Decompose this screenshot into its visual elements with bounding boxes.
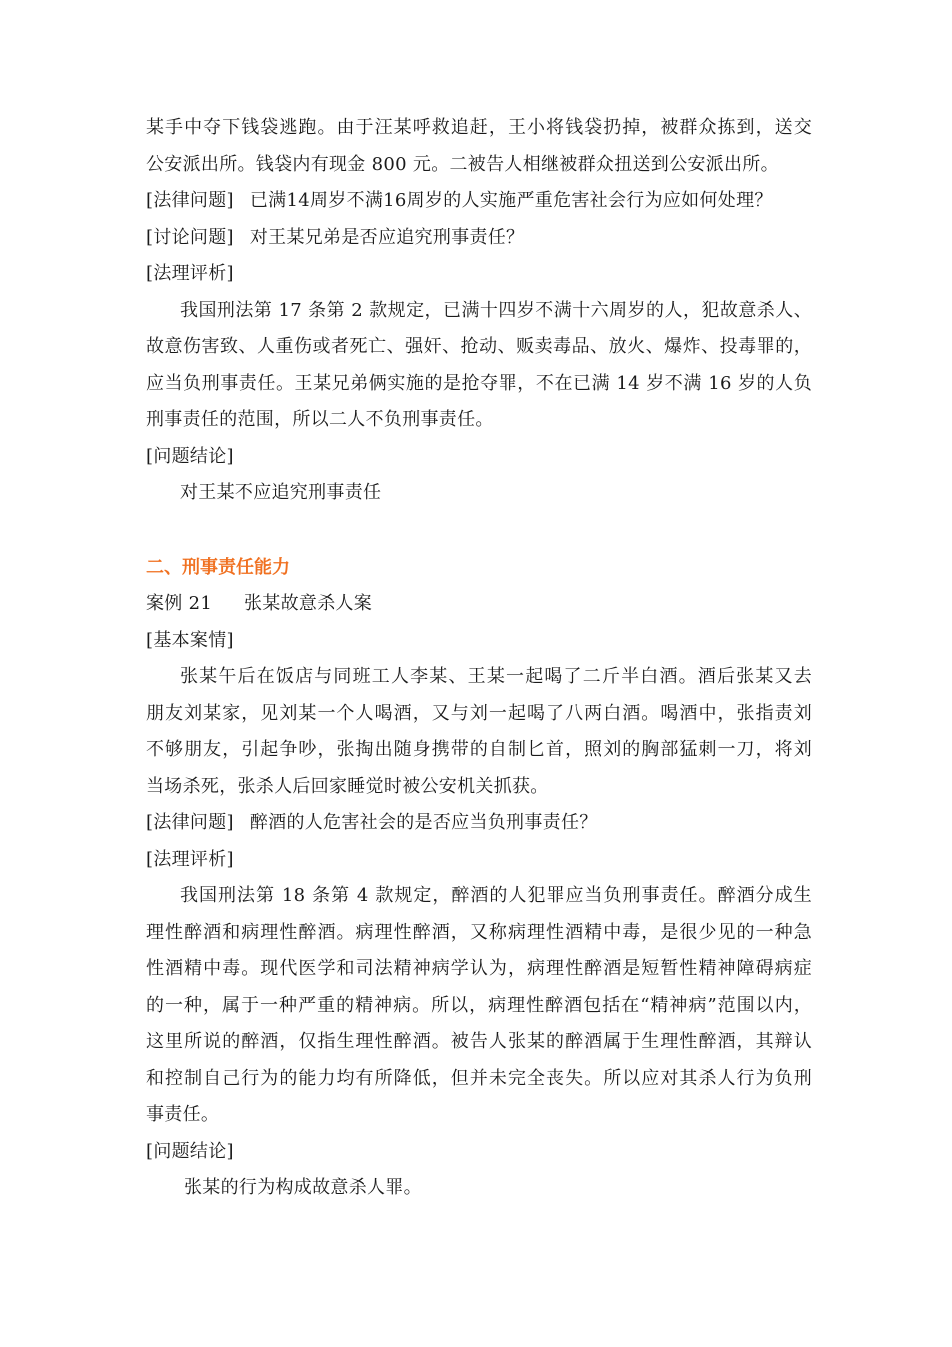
analysis-line-2: 故意伤害致、人重伤或者死亡、强奸、抢动、贩卖毒品、放火、爆炸、投毒罪的， [146, 336, 812, 357]
analysis-line-4: 刑事责任的范围，所以二人不负刑事责任。 [146, 409, 494, 430]
facts-line-2: 朋友刘某家，见刘某一个人喝酒，又与刘一起喝了八两白酒。喝酒中，张指责刘 [146, 702, 812, 724]
analysis-tag: [法理评析] [146, 263, 234, 284]
s2-legal-question-text: 醉酒的人危害社会的是否应当负刑事责任？ [249, 812, 598, 833]
facts-tag: [基本案情] [146, 629, 234, 651]
s2-conclusion-tag: [问题结论] [146, 1140, 234, 1162]
legal-question-row [146, 183, 812, 220]
conclusion-text: 对王某不应追究刑事责任 [180, 482, 382, 503]
s2-analysis-line-4: 的一种，属于一种严重的精神病。所以，病理性醉酒包括在“精神病”范围以内， [146, 994, 812, 1016]
s2-conclusion-text: 张某的行为构成故意杀人罪。 [184, 1177, 422, 1198]
s2-analysis-line-2: 理性醉酒和病理性醉酒。病理性醉酒，又称病理性酒精中毒，是很少见的一种急 [146, 921, 812, 943]
s2-analysis-line-6: 和控制自己行为的能力均有所降低，但并未完全丧失。所以应对其杀人行为负刑 [146, 1067, 812, 1089]
conclusion-tag: [问题结论] [146, 445, 234, 467]
analysis-line-3: 应当负刑事责任。王某兄弟俩实施的是抢夺罪，不在已满 14 岁不满 16 岁的人负 [146, 372, 812, 394]
section-heading: 二、刑事责任能力 [146, 556, 290, 578]
discussion-text: 对王某兄弟是否应追究刑事责任？ [249, 226, 525, 248]
intro-line-2: 公安派出所。钱袋内有现金 800 元。二被告人相继被群众扭送到公安派出所。 [146, 153, 779, 175]
s2-legal-question-tag: [法律问题] [146, 812, 234, 833]
s2-analysis-line-7: 事责任。 [146, 1104, 220, 1125]
legal-question-tag: [法律问题] [146, 190, 234, 211]
document-body [146, 110, 812, 1207]
facts-line-4: 当场杀死，张杀人后回家睡觉时被公安机关抓获。 [146, 775, 549, 797]
case-title-row [146, 586, 812, 623]
discussion-tag: [讨论问题] [146, 226, 234, 248]
legal-question-text: 已满14周岁不满16周岁的人实施严重危害社会行为应如何处理？ [249, 190, 773, 211]
discussion-row [146, 220, 812, 257]
case-title: 张某故意杀人案 [244, 593, 373, 614]
analysis-line-1: 我国刑法第 17 条第 2 款规定，已满十四岁不满十六周岁的人，犯故意杀人、 [180, 299, 812, 321]
facts-line-1: 张某午后在饭店与同班工人李某、王某一起喝了二斤半白酒。酒后张某又去 [180, 666, 812, 687]
s2-analysis-tag: [法理评析] [146, 848, 234, 870]
s2-analysis-line-5: 这里所说的醉酒，仅指生理性醉酒。被告人张某的醉酒属于生理性醉酒，其辩认 [146, 1031, 812, 1052]
section-spacer [146, 512, 812, 550]
case-number: 案例 21 [146, 593, 213, 614]
facts-line-3: 不够朋友，引起争吵，张掏出随身携带的自制匕首，照刘的胸部猛刺一刀，将刘 [146, 739, 812, 760]
s2-analysis-line-3: 性酒精中毒。现代医学和司法精神病学认为，病理性醉酒是短暂性精神障碍病症 [146, 958, 812, 979]
s2-legal-question-row [146, 805, 812, 842]
intro-line-1: 某手中夺下钱袋逃跑。由于汪某呼救追赶，王小将钱袋扔掉，被群众拣到，送交 [146, 117, 812, 138]
s2-analysis-line-1: 我国刑法第 18 条第 4 款规定，醉酒的人犯罪应当负刑事责任。醉酒分成生 [180, 885, 812, 906]
